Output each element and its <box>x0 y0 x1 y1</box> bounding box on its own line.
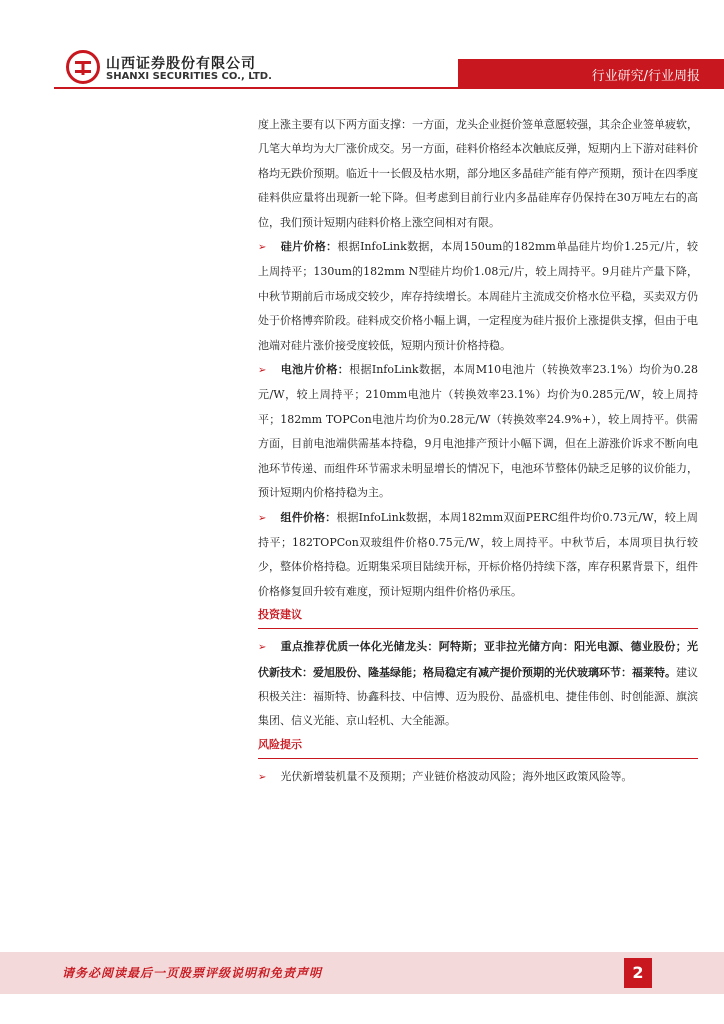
risk-text: 光伏新增装机量不及预期；产业链价格波动风险；海外地区政策风险等。 <box>280 769 633 783</box>
cell-price-text: 根据InfoLink数据，本周M10电池片（转换效率23.1%）均价为0.28元/W，较上周持平；210mm电池片（转换效率23.1%）均价为0.285元/W，较上周持平；182mm TOPCon电池片均价为0.28元/W（转换效率24.9%+），较上周持平。供需方面，目前电池端供需基本持稳，9月电池排产预计小幅下调，但在上游涨价诉求不断向电池环节传递、而组件环节需求未明显增长的情况下，电池环节整体仍缺乏足够的议价能力，预计短期内价格持稳为主。 <box>258 363 698 500</box>
module-price-text: 根据InfoLink数据，本周182mm双面PERC组件均价0.73元/W，较上周持平；182TOPCon双玻组件价格0.75元/W，较上周持平。中秋节后，本周项目执行较少，整体价格持稳。近期集采项目陆续开标，开标价格仍持续下落，库存积累背景下，组件价格修复回升较有难度，预计短期内组件价格仍承压。 <box>258 510 699 598</box>
main-content <box>258 113 698 790</box>
company-name-cn: 山西证券股份有限公司 <box>106 56 256 72</box>
investment-normal-text: 建议积极关注：福斯特、协鑫科技、中信博、迈为股份、晶盛机电、捷佳伟创、时创能源、旗滨集团、信义光能、京山轻机、大全能源。 <box>258 665 698 728</box>
page-header <box>0 0 724 100</box>
bullet-arrow-icon: ➢ <box>258 365 267 377</box>
bullet-arrow-icon: ➢ <box>258 642 267 654</box>
company-name-en: SHANXI SECURITIES CO., LTD. <box>106 71 272 82</box>
investment-item <box>258 635 698 734</box>
report-type-label: 行业研究/行业周报 <box>591 69 700 84</box>
bullet-arrow-icon: ➢ <box>258 512 267 524</box>
cell-price-item <box>258 358 698 505</box>
wafer-price-title: 硅片价格： <box>280 240 338 254</box>
cell-price-title: 电池片价格： <box>280 363 350 377</box>
report-type-banner <box>458 59 724 87</box>
module-price-title: 组件价格： <box>280 510 337 524</box>
investment-bold-text: 重点推荐优质一体化光储龙头：阿特斯；亚非拉光储方向：阳光电源、德业股份；光伏新技术：爱旭股份、隆基绿能；格局稳定有减产提价预期的光伏玻璃环节：福莱特。 <box>258 640 698 679</box>
bullet-arrow-icon: ➢ <box>258 242 267 254</box>
risk-item <box>258 765 698 790</box>
module-price-item <box>258 506 698 605</box>
intro-paragraph: 度上涨主要有以下两方面支撑：一方面，龙头企业挺价签单意愿较强，其余企业签单疲软，几笔大单均为大厂涨价成交。另一方面，硅料价格经本次触底反弹，短期内上下游对硅料价格均无跌价预期。临近十一长假及枯水期，部分地区多晶硅产能有停产预期，预计在四季度硅料供应量将出现新一轮下降。但考虑到目前行业内多晶硅库存仍保持在30万吨左右的高位，我们预计短期内硅料价格上涨空间相对有限。 <box>258 118 698 229</box>
company-logo-icon <box>66 50 100 84</box>
page-footer <box>0 952 724 1024</box>
investment-heading: 投资建议 <box>258 608 302 622</box>
investment-divider <box>258 628 698 629</box>
disclaimer-text: 请务必阅读最后一页股票评级说明和免责声明 <box>62 966 323 980</box>
risk-heading: 风险提示 <box>258 737 302 751</box>
header-divider <box>54 87 724 89</box>
wafer-price-text: 根据InfoLink数据，本周150um的182mm单晶硅片均价1.25元/片，较上周持平；130um的182mm N型硅片均价1.08元/片，较上周持平。9月硅片产量下降，中秋节期前后市场成交较少，库存持续增长。本周硅片主流成交价格水位平稳，买卖双方仍处于价格博弈阶段。硅料成交价格小幅上调，一定程度为硅片报价上涨提供支撑，但由于电池端对硅片涨价接受度较低，短期内预计价格持稳。 <box>258 240 699 352</box>
bullet-arrow-icon: ➢ <box>258 771 267 783</box>
page-number: 2 <box>624 958 652 988</box>
risk-divider <box>258 758 698 759</box>
wafer-price-item <box>258 235 698 358</box>
